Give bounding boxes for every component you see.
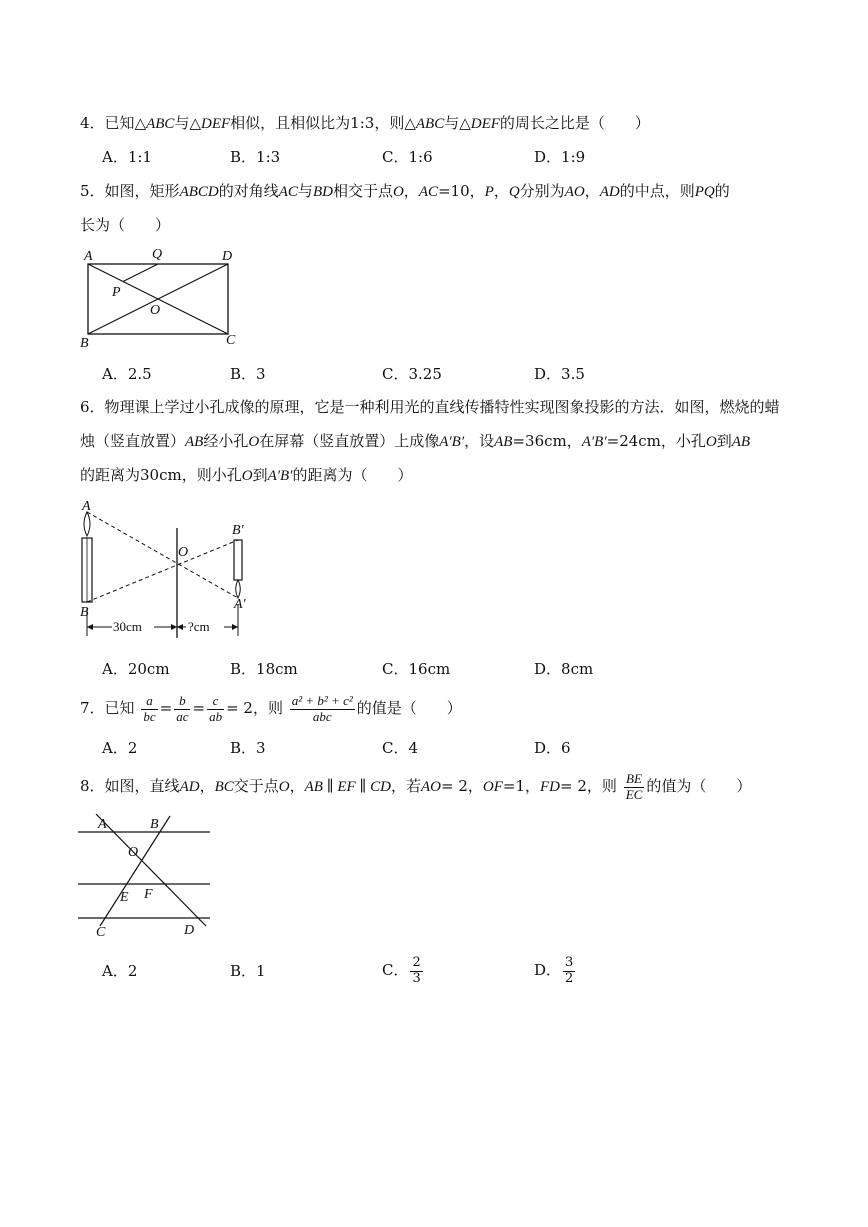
- label-d: D: [184, 923, 195, 938]
- label-b: B: [80, 336, 89, 351]
- label-a-prime: A′: [234, 597, 246, 612]
- q4-option-a[interactable]: A．1:1: [102, 148, 152, 166]
- label-q: Q: [152, 247, 163, 262]
- dimension-unknown: ?cm: [188, 619, 210, 634]
- q8-parallel-lines-figure: [74, 810, 216, 940]
- fraction-c-ab: $\frac{c}{ab}$: [209, 693, 223, 724]
- segment-pq: [123, 264, 158, 282]
- q8-option-b[interactable]: B．1: [230, 962, 266, 980]
- label-a: A: [84, 249, 93, 264]
- label-b: B: [150, 817, 159, 832]
- question-6-stem-line3: 的距离为30cm，则小孔O到A′B′的距离为（ ）: [80, 466, 413, 484]
- q6-option-c[interactable]: C．16cm: [382, 660, 451, 678]
- fraction-be-ec: $\frac{BE}{EC}$: [625, 771, 643, 802]
- q4-option-c[interactable]: C．1:6: [382, 148, 433, 166]
- label-o: O: [128, 845, 139, 860]
- q5-option-a[interactable]: A．2.5: [102, 365, 152, 383]
- fraction-expression: $\frac{\text{a² + b² + c²}}{\text{abc}}$: [291, 693, 353, 724]
- fraction-two-thirds: $\frac{2}{3}$: [412, 955, 421, 986]
- label-o: O: [150, 303, 161, 318]
- q4-option-b[interactable]: B．1:3: [230, 148, 281, 166]
- q8-option-a[interactable]: A．2: [102, 962, 138, 980]
- q7-option-d[interactable]: D．6: [534, 739, 571, 757]
- q6-option-b[interactable]: B．18cm: [230, 660, 298, 678]
- question-5-stem-line2: 长为（ ）: [80, 216, 171, 234]
- q5-option-b[interactable]: B．3: [230, 365, 266, 383]
- fraction-a-bc: $\frac{a}{bc}$: [143, 693, 156, 724]
- question-8-stem: 8．如图，直线AD，BC交于点O，AB ∥ EF ∥ CD，若AO= 2，OF=1，FD= 2，则 $\frac{BE}{EC}$ 的值为（ ）: [80, 771, 752, 802]
- label-a: A: [82, 499, 91, 514]
- fraction-b-ac: $\frac{b}{ac}$: [176, 693, 189, 724]
- q6-option-a[interactable]: A．20cm: [102, 660, 170, 678]
- image-flame-icon: [236, 580, 241, 598]
- ray-b: [87, 540, 238, 602]
- q5-option-c[interactable]: C．3.25: [382, 365, 442, 383]
- question-6-stem-line2: 烛（竖直放置）AB经小孔O在屏幕（竖直放置）上成像A′B′，设AB=36cm，A′B′=24cm，小孔O到AB: [80, 432, 751, 450]
- q5-option-d[interactable]: D．3.5: [534, 365, 585, 383]
- q8-option-c[interactable]: C． $\frac{2}{3}$: [382, 955, 421, 986]
- q4-option-d[interactable]: D．1:9: [534, 148, 586, 166]
- label-b-prime: B′: [232, 523, 244, 538]
- q7-option-b[interactable]: B．3: [230, 739, 266, 757]
- q8-option-d[interactable]: D． $\frac{3}{2}$: [534, 955, 574, 986]
- label-c: C: [226, 333, 236, 348]
- label-p: P: [112, 285, 121, 300]
- dimension-30cm: 30cm: [113, 619, 142, 634]
- q7-option-c[interactable]: C．4: [382, 739, 419, 757]
- label-b: B: [80, 605, 89, 620]
- fraction-three-halves: $\frac{3}{2}$: [565, 955, 574, 986]
- ray-a: [87, 512, 238, 598]
- q5-rectangle-figure: [76, 244, 246, 352]
- label-a: A: [98, 817, 107, 832]
- image-candle: [234, 540, 242, 580]
- question-7-stem: 7．已知 $\frac{a}{bc}$ = $\frac{b}{ac}$ = $\frac{c}{ab}$ = 2，则 $\frac{\text{a² + b² + c²}}{\text{abc}}$ 的值是（ ）: [80, 693, 462, 724]
- label-f: F: [144, 887, 153, 902]
- q7-option-a[interactable]: A．2: [102, 739, 138, 757]
- candle-flame-icon: [84, 512, 90, 536]
- label-d: D: [222, 249, 233, 264]
- q6-pinhole-figure: [74, 496, 264, 644]
- q6-option-d[interactable]: D．8cm: [534, 660, 594, 678]
- question-5-stem-line1: 5．如图，矩形ABCD的对角线AC与BD相交于点O，AC=10，P，Q分别为AO，AD的中点，则PQ的: [80, 182, 730, 200]
- question-4-stem: 4．已知△ABC与△DEF相似，且相似比为1:3，则△ABC与△DEF的周长之比是（ ）: [80, 114, 650, 132]
- question-6-stem-line1: 6．物理课上学过小孔成像的原理，它是一种利用光的直线传播特性实现图象投影的方法．如图，燃烧的蜡: [80, 398, 780, 416]
- label-o: O: [178, 545, 189, 560]
- label-c: C: [96, 925, 106, 940]
- label-e: E: [120, 890, 129, 905]
